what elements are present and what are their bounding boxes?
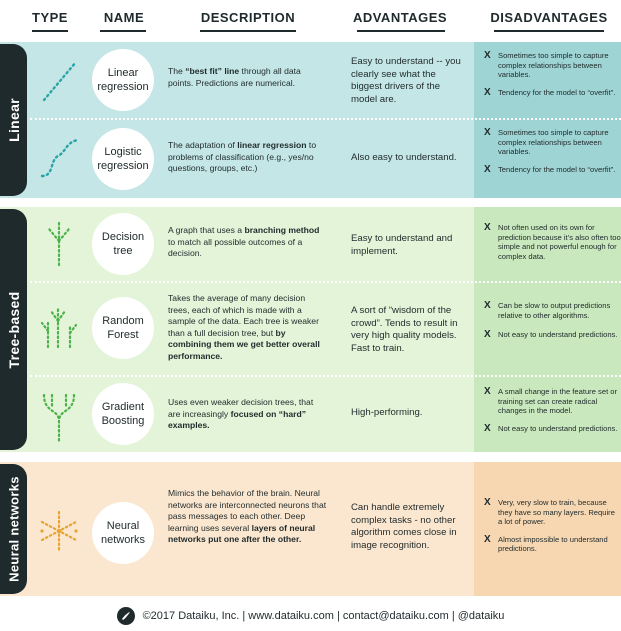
dotted-s-curve-icon [36,134,82,184]
disadvantage-item: X Not easy to understand predictions. [484,422,618,434]
x-mark-icon: X [484,86,491,98]
x-mark-icon: X [484,533,491,545]
algorithm-description: A graph that uses a branching method to match all possible outcomes of a decision. [168,225,320,258]
algorithm-disadvantages [476,387,621,441]
table-header [0,0,621,42]
row-random-forest [0,283,621,375]
disadvantage-item: X Very, very slow to train, because they have so many layers. Require a lot of power. [484,497,615,527]
algorithm-name: Random Forest [92,297,154,359]
tree-band [0,207,621,452]
footer-text: ©2017 Dataiku, Inc. | www.dataiku.com | contact@dataiku.com | @dataiku [142,609,505,622]
algorithm-disadvantages [476,301,621,348]
disadvantage-item: X Almost impossible to understand predictions. [484,533,608,554]
algorithm-advantages: Can handle extremely complex tasks - no other algorithm comes close in image recognition. [351,502,457,551]
x-mark-icon: X [484,329,491,341]
single-tree-icon [36,219,82,269]
x-mark-icon: X [484,422,491,434]
neural-band [0,462,621,596]
header-advantages-underline [357,30,445,32]
x-mark-icon: X [484,497,491,508]
disadvantage-item: X Sometimes too simple to capture complex relationships between variables. [484,127,609,157]
algorithm-advantages: Easy to understand -- you clearly see what the biggest drivers of the model are. [351,56,461,105]
row-linear-regression [0,42,621,118]
disadvantage-item: X Not easy to understand predictions. [484,329,618,341]
row-neural-networks [0,462,621,596]
disadvantage-item: X Sometimes too simple to capture complex relationships between variables. [484,50,609,80]
algorithm-description: Mimics the behavior of the brain. Neural networks are interconnected neurons that pass messages to each other. Deep learning uses several layers of neural networks put one after the other. [168,488,327,544]
x-mark-icon: X [484,300,491,311]
group-label-tree-based: Tree-based [5,291,22,368]
row-decision-tree [0,207,621,281]
group-label-linear: Linear [5,98,22,142]
algorithm-description: Takes the average of many decision trees, each of which is made with a sample of the data. Each tree is weaker than a full decision tree, but by combining them we get better overall performance. [168,293,320,361]
algorithm-advantages: Also easy to understand. [351,152,457,163]
header-description-underline [200,30,296,32]
algorithm-advantages: High-performing. [351,407,423,418]
header-name-underline [100,30,146,32]
multi-tree-icon [36,303,82,353]
algorithm-description: Uses even weaker decision trees, that are increasingly focused on “hard” examples. [168,397,314,430]
algorithm-name: Linear regression [92,49,154,111]
algorithm-disadvantages [476,51,621,105]
x-mark-icon: X [484,127,491,138]
dataiku-bird-logo [117,607,135,625]
algorithm-advantages: A sort of “wisdom of the crowd”. Tends to result in very high quality models. Fast to train. [351,305,458,354]
header-disadvantages: DISADVANTAGES [490,10,608,25]
header-disadvantages-underline [494,30,604,32]
algorithm-name: Logistic regression [92,128,154,190]
linear-band [0,42,621,198]
algorithm-description: The “best fit” line through all data points. Predictions are numerical. [168,66,301,88]
algorithm-description: The adaptation of linear regression to problems of classification (e.g., yes/no questions, groups, etc.) [168,140,317,173]
disadvantage-item: X A small change in the feature set or training set can create radical changes in the model. [484,386,618,416]
footer [0,600,621,631]
algorithm-advantages: Easy to understand and implement. [351,233,453,257]
boosted-tree-icon [36,387,82,443]
disadvantage-item: X Not often used on its own for prediction because it’s also often too simple and not powerful enough for complex data. [484,222,621,261]
header-type-underline [32,30,68,32]
disadvantage-item: X Can be slow to output predictions relative to other algorithms. [484,300,611,320]
header-type: TYPE [32,10,68,25]
x-mark-icon: X [484,222,491,233]
x-mark-icon: X [484,163,491,175]
algorithm-name: Neural networks [92,502,154,564]
dotted-line-icon [36,56,82,106]
disadvantage-item: X Tendency for the model to “overfit”. [484,86,616,98]
algorithm-name: Gradient Boosting [92,383,154,445]
row-logistic-regression [0,120,621,198]
algorithm-disadvantages [476,128,621,182]
algorithm-disadvantages [476,223,621,269]
neural-network-icon [36,506,82,556]
x-mark-icon: X [484,386,491,397]
header-description: DESCRIPTION [200,10,296,25]
algorithm-name: Decision tree [92,213,154,275]
disadvantage-item: X Tendency for the model to “overfit”. [484,163,616,175]
group-label-neural-networks: Neural networks [6,476,21,582]
header-advantages: ADVANTAGES [352,10,448,25]
algorithm-disadvantages [476,498,621,562]
row-gradient-boosting [0,377,621,452]
x-mark-icon: X [484,50,491,61]
header-name: NAME [103,10,145,25]
